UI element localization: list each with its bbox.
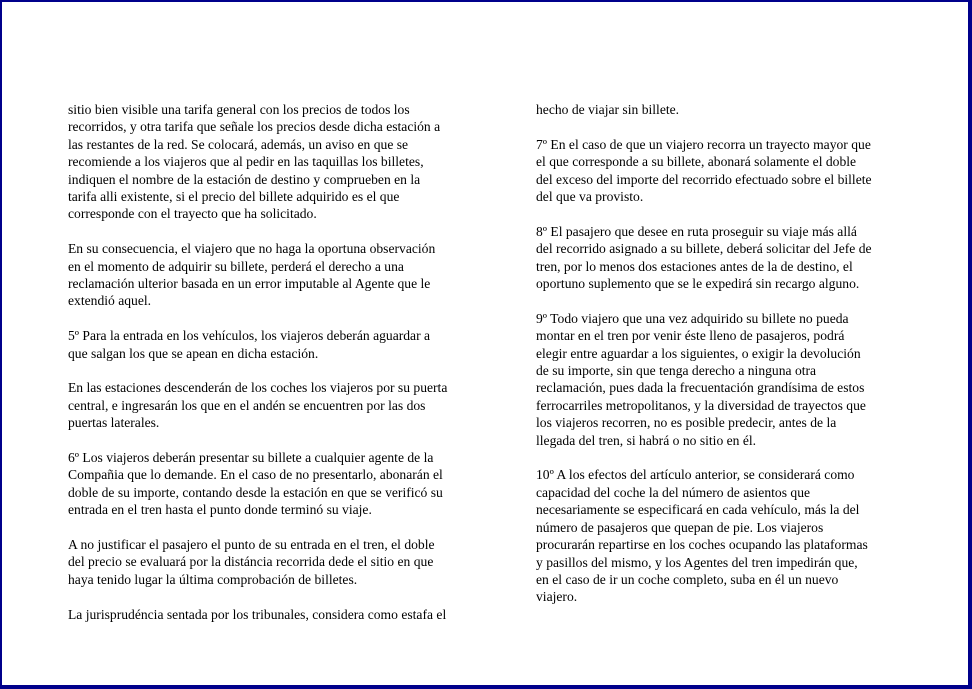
paragraph: 9º Todo viajero que una vez adquirido su billete no pueda montar en el tren por venir éste lleno de pasajeros, podrá elegir entre aguardar a los siguientes, o exigir la devolución de su importe, sin que tenga derecho a ninguna otra reclamación, pues dada la frecuentación grandísima de estos ferrocarriles metropolitanos, y la diversidad de trayectos que los viajeros recorren, no es posible predecir, antes de la llegada del tren, si habrá o no sitio en él. xyxy=(536,310,866,448)
paragraph: 10º A los efectos del artículo anterior, se considerará como capacidad del coche la del número de asientos que necesariamente se especificará en cada vehículo, más la del número de pasajeros que quepan de pie. Los viajeros procurarán repartirse en los coches ocupando las plataformas y pasillos del mismo, y los Agentes del tren impedirán que, en el caso de ir un coche completo, suba en él un nuevo viajero. xyxy=(536,467,868,605)
paragraph: En su consecuencia, el viajero que no haga la oportuna observación en el momento de adquirir su billete, perderá el derecho a una reclamación ulterior basada en un error imputable al Agente que le extendió aquel. xyxy=(68,241,436,309)
paragraph: 8º El pasajero que desee en ruta proseguir su viaje más allá del recorrido asignado a su billete, deberá solicitar del Jefe de tren, por lo menos dos estaciones antes de la de destino, el oportuno suplemento que se le expedirá sin recargo alguno. xyxy=(536,223,872,292)
paragraph: 6º Los viajeros deberán presentar su billete a cualquier agente de la Compañia que lo demande. En el caso de no presentarlo, abonarán el doble de su importe, contando desde la estación en que se verificó su entrada en el tren hasta el punto donde terminó su viaje. xyxy=(68,450,443,518)
paragraph: La jurisprudéncia sentada por los tribunales, considera como estafa el xyxy=(68,606,447,622)
right-text-column xyxy=(536,101,911,623)
paragraph: hecho de viajar sin billete. xyxy=(536,102,680,117)
left-text-column xyxy=(68,101,488,640)
paragraph: 7º En el caso de que un viajero recorra un trayecto mayor que el que corresponde a su billete, abonará solamente el doble del exceso del importe del recorrido efectuado sobre el billete del que va provisto. xyxy=(536,136,872,205)
paragraph: sitio bien visible una tarifa general con los precios de todos los recorridos, y otra tarifa que señale los precios desde dicha estación a las restantes de la red. Se colocará, además, un aviso en que se recomiende a los viajeros que al pedir en las taquillas los billetes, indiquen el nombre de la estación de destino y comprueben en la tarifa alli existente, si el precio del billete adquirido es el que corresponde con el trayecto que ha solicitado. xyxy=(68,102,441,222)
paragraph: En las estaciones descenderán de los coches los viajeros por su puerta central, e ingresarán los que en el andén se encuentren por las dos puertas laterales. xyxy=(68,380,448,431)
paragraph: 5º Para la entrada en los vehículos, los viajeros deberán aguardar a que salgan los que se apean en dicha estación. xyxy=(68,328,431,361)
paragraph: A no justificar el pasajero el punto de su entrada en el tren, el doble del precio se evaluará por la distáncia recorrida dede el sitio en que haya tenido lugar la última comprobación de billetes. xyxy=(68,537,435,587)
